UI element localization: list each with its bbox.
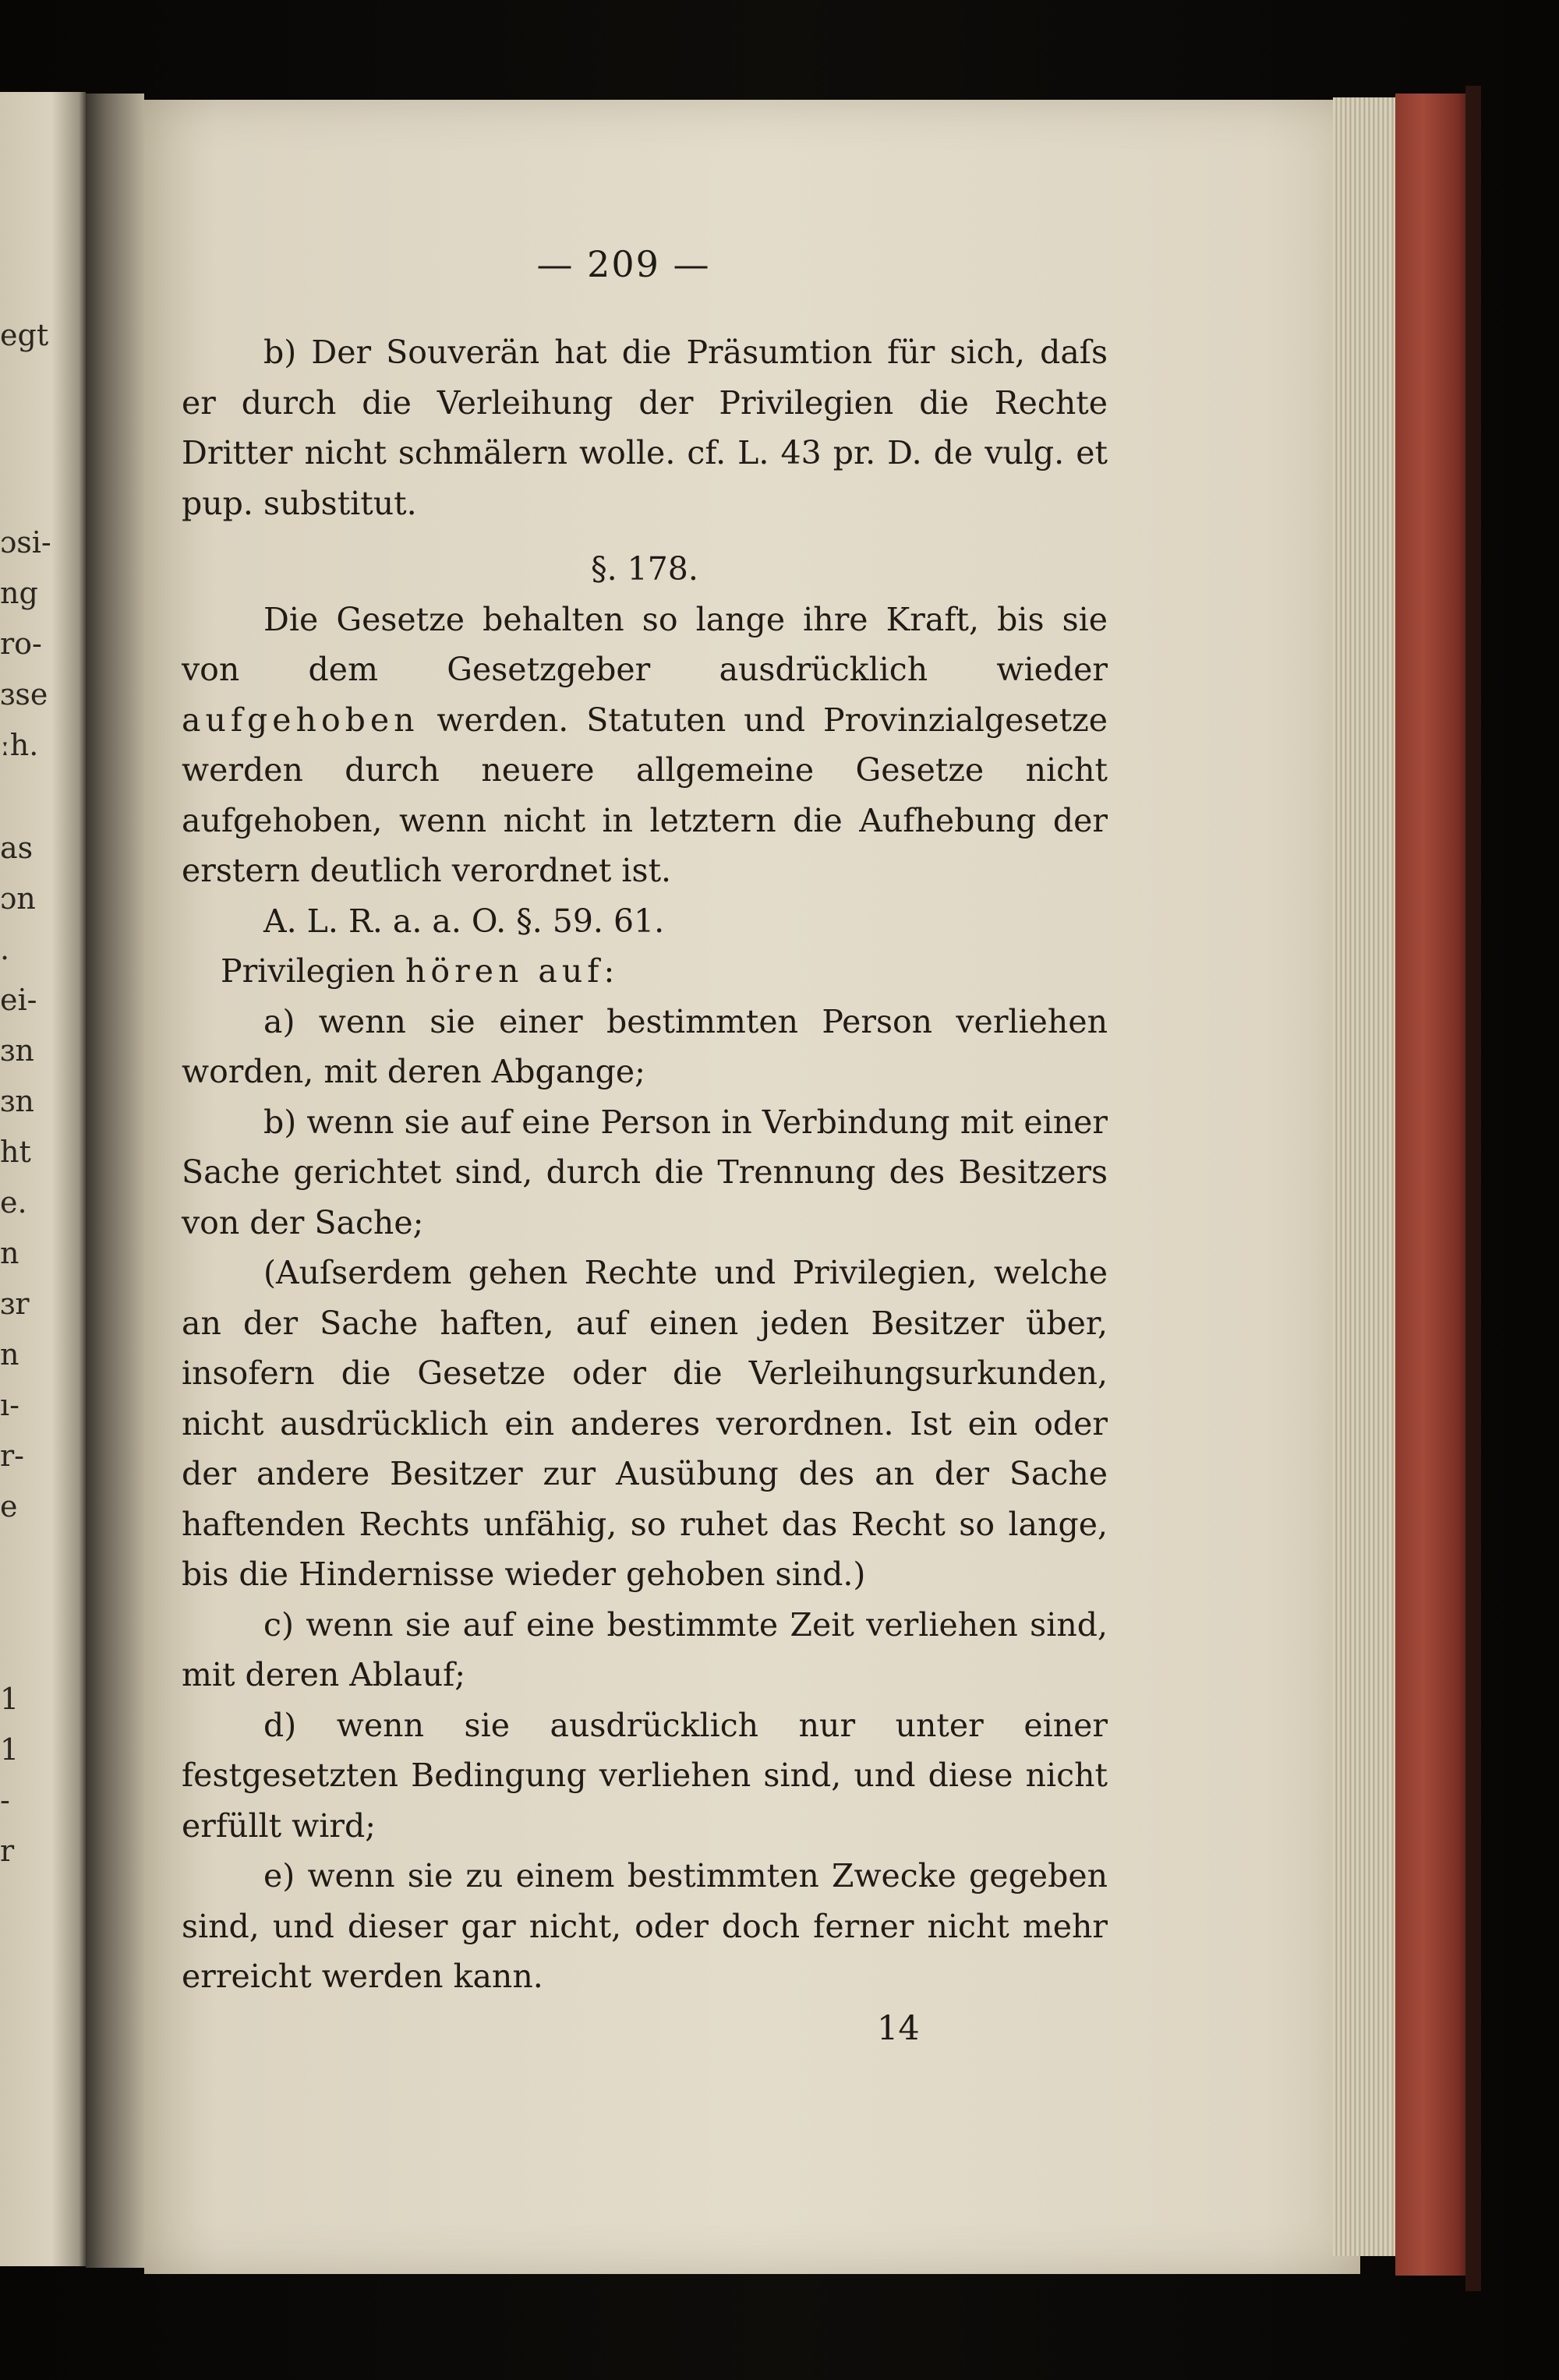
- previous-page-edge: [0, 92, 86, 2266]
- left-fragment: ɜn: [0, 1033, 34, 1068]
- left-fragment: ːh.: [0, 728, 39, 762]
- list-item-d: d) wenn sie ausdrücklich nur unter einer festgesetzten Bedingung verliehen sind, und diese nicht erfüllt wird;: [182, 1706, 1108, 1845]
- page-text: [182, 242, 1108, 2002]
- privilegien-word: Privilegien: [221, 952, 395, 990]
- left-fragment: 1: [0, 1732, 19, 1767]
- paragraph-gesetze-text-1: Die Gesetze behalten so lange ihre Kraft, bis sie von dem Gesetzgeber ausdrücklich wieder: [182, 600, 1108, 688]
- paragraph-b: b) Der Souverän hat die Präsumtion für sich, daſs er durch die Verleihung der Privilegien die Rechte Dritter nicht schmälern wolle. cf. L. 43 pr. D. de vulg. et pup. substitut.: [182, 334, 1108, 522]
- parenthetical-note: (Auſserdem gehen Rechte und Privilegien, welche an der Sache haften, auf einen jeden Besitzer über, insofern die Gesetze oder die Verleihungsurkunden, nicht ausdrücklich ein anderes verordnen. Ist ein oder der andere Besitzer zur Ausübung des an der Sache haftenden Rechts unfähig, so ruhet das Recht so lange, bis die Hindernisse wieder gehoben sind.): [182, 1254, 1108, 1593]
- page-stack-edges: [1333, 97, 1395, 2256]
- printer-signature-mark: 14: [877, 2009, 920, 2048]
- paragraph-gesetze-text-2: werden. Statuten und Provinzialgesetze werden durch neuere allgemeine Gesetze nicht aufgehoben, wenn nicht in letztern die Aufhebung der erstern deutlich verordnet ist.: [182, 701, 1108, 889]
- list-item-a: a) wenn sie einer bestimmten Person verliehen worden, mit deren Abgange;: [182, 1002, 1108, 1090]
- red-book-cover: [1395, 94, 1473, 2276]
- legal-reference: A. L. R. a. a. O. §. 59. 61.: [263, 902, 665, 940]
- cover-shadow: [1465, 86, 1481, 2291]
- left-fragment: ng: [0, 576, 38, 610]
- left-fragment: ɜn: [0, 1084, 34, 1118]
- left-fragment: e: [0, 1489, 18, 1524]
- previous-page-text-fragments: [0, 92, 86, 2266]
- privilegien-spaced: hören auf:: [405, 952, 620, 990]
- list-item-e: e) wenn sie zu einem bestimmten Zwecke gegeben sind, und dieser gar nicht, oder doch ferner nicht mehr erreicht werden kann.: [182, 1857, 1108, 1995]
- left-fragment: egt: [0, 318, 49, 352]
- left-fragment: n: [0, 1337, 19, 1372]
- list-item-c: c) wenn sie auf eine bestimmte Zeit verliehen sind, mit deren Ablauf;: [182, 1605, 1108, 1693]
- book-gutter: [86, 94, 144, 2268]
- privilegien-heading: [182, 946, 1108, 997]
- left-fragment: ro-: [0, 627, 42, 661]
- left-fragment: e.: [0, 1185, 27, 1220]
- left-fragment: n: [0, 1236, 19, 1270]
- left-fragment: ɜse: [0, 677, 48, 712]
- left-fragment: r-: [0, 1439, 25, 1473]
- left-fragment: .: [0, 932, 10, 966]
- left-fragment: as: [0, 831, 34, 865]
- section-heading: §. 178.: [591, 550, 698, 588]
- left-fragment: ɔsi-: [0, 525, 51, 560]
- paragraph-gesetze: [182, 595, 1108, 896]
- list-item-b: b) wenn sie auf eine Person in Verbindung mit einer Sache gerichtet sind, durch die Trennung des Besitzers von der Sache;: [182, 1103, 1108, 1241]
- left-fragment: ı-: [0, 1388, 19, 1422]
- emphasis-aufgehoben: aufgehoben: [182, 701, 419, 739]
- left-fragment: ei-: [0, 983, 37, 1017]
- page-number-header: — 209 —: [536, 243, 711, 285]
- left-fragment: ht: [0, 1135, 31, 1169]
- left-fragment: 1: [0, 1682, 19, 1716]
- left-fragment: -: [0, 1783, 10, 1817]
- left-fragment: ɜr: [0, 1287, 30, 1321]
- left-fragment: r: [0, 1834, 15, 1868]
- left-fragment: ɔn: [0, 881, 36, 916]
